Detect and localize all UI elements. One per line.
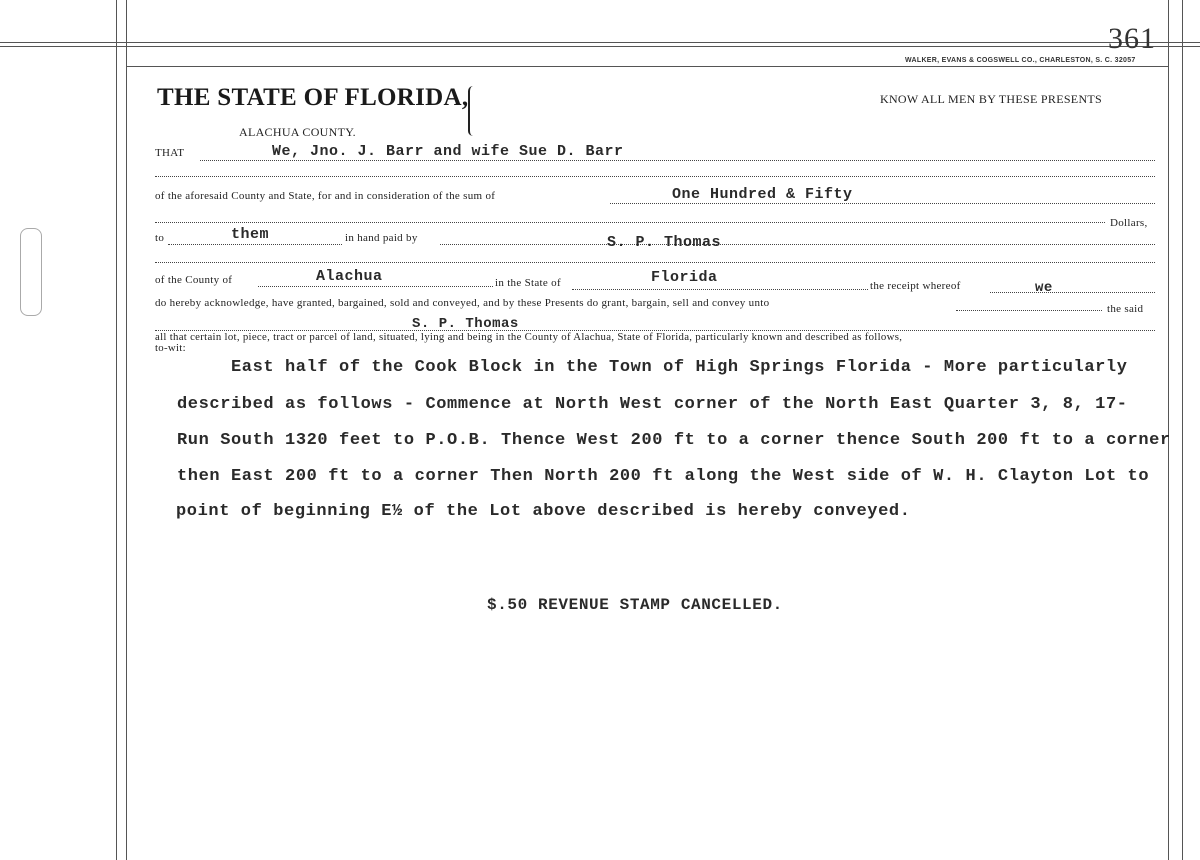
state-rule [572, 289, 868, 290]
right-margin-rule-inner [1182, 0, 1183, 860]
all-that-certain-text: all that certain lot, piece, tract or parcel of land, situated, lying and being in the County of Alachua, State of Florida, particularly known and described as follows, [155, 331, 903, 343]
printer-imprint: WALKER, EVANS & COGSWELL CO., CHARLESTON, S. C. 32057 [905, 57, 1136, 64]
right-margin-rule-outer [1168, 0, 1169, 860]
description-line-1: East half of the Cook Block in the Town of High Springs Florida - More particularly [231, 358, 1128, 377]
receipt-value: we [1035, 280, 1053, 296]
to-value: them [231, 226, 270, 243]
to-label: to [155, 232, 165, 244]
paid-by-rule [440, 244, 1155, 245]
blank-rule-2 [155, 262, 1155, 263]
state-value: Florida [651, 269, 718, 286]
that-label: THAT [155, 147, 185, 159]
top-rule-1 [0, 42, 1200, 43]
state-heading: THE STATE OF FLORIDA, [157, 84, 469, 111]
paid-by-value: S. P. Thomas [607, 234, 722, 251]
know-all-men-heading: KNOW ALL MEN BY THESE PRESENTS [880, 92, 1103, 106]
sum-value: One Hundred & Fifty [672, 186, 853, 203]
paid-by-label: in hand paid by [345, 232, 418, 244]
county-heading: ALACHUA COUNTY. [239, 125, 356, 139]
that-rule [200, 160, 1155, 161]
page-number: 361 [1108, 22, 1156, 55]
description-line-3: Run South 1320 feet to P.O.B. Thence West 200 ft to a corner thence South 200 ft to a corner [177, 431, 1171, 450]
revenue-stamp-note: $.50 REVENUE STAMP CANCELLED. [487, 596, 783, 614]
the-said-label: the said [1107, 303, 1144, 315]
receipt-rule [990, 292, 1155, 293]
top-rule-3 [126, 66, 1168, 67]
dollars-label: Dollars, [1110, 217, 1148, 229]
left-margin-rule-inner [126, 0, 127, 860]
blank-rule-1 [155, 176, 1155, 177]
top-rule-2 [0, 46, 1200, 47]
receipt-label: the receipt whereof [870, 280, 961, 292]
county-label: of the County of [155, 274, 233, 286]
state-label: in the State of [495, 277, 561, 289]
consideration-label: of the aforesaid County and State, for and in consideration of the sum of [155, 190, 496, 202]
grantors-value: We, Jno. J. Barr and wife Sue D. Barr [272, 143, 624, 160]
to-wit-label: to-wit: [155, 342, 186, 354]
description-line-2: described as follows - Commence at North West corner of the North East Quarter 3, 8, 17- [177, 395, 1128, 414]
acknowledge-text: do hereby acknowledge, have granted, bargained, sold and conveyed, and by these Presents do grant, bargain, sell and convey unto [155, 297, 770, 309]
heading-brace [468, 86, 478, 136]
county-rule [258, 286, 493, 287]
left-margin-rule-outer [116, 0, 117, 860]
sum-continuation-rule [155, 222, 1105, 223]
grantee-value: S. P. Thomas [412, 316, 519, 332]
consideration-rule [610, 203, 1155, 204]
binding-slot-icon [20, 228, 42, 316]
to-rule [168, 244, 342, 245]
county-value: Alachua [316, 268, 383, 285]
acknowledge-rule [956, 310, 1102, 311]
description-line-5: point of beginning E½ of the Lot above described is hereby conveyed. [176, 502, 911, 521]
description-line-4: then East 200 ft to a corner Then North 200 ft along the West side of W. H. Clayton Lot to [177, 467, 1150, 486]
